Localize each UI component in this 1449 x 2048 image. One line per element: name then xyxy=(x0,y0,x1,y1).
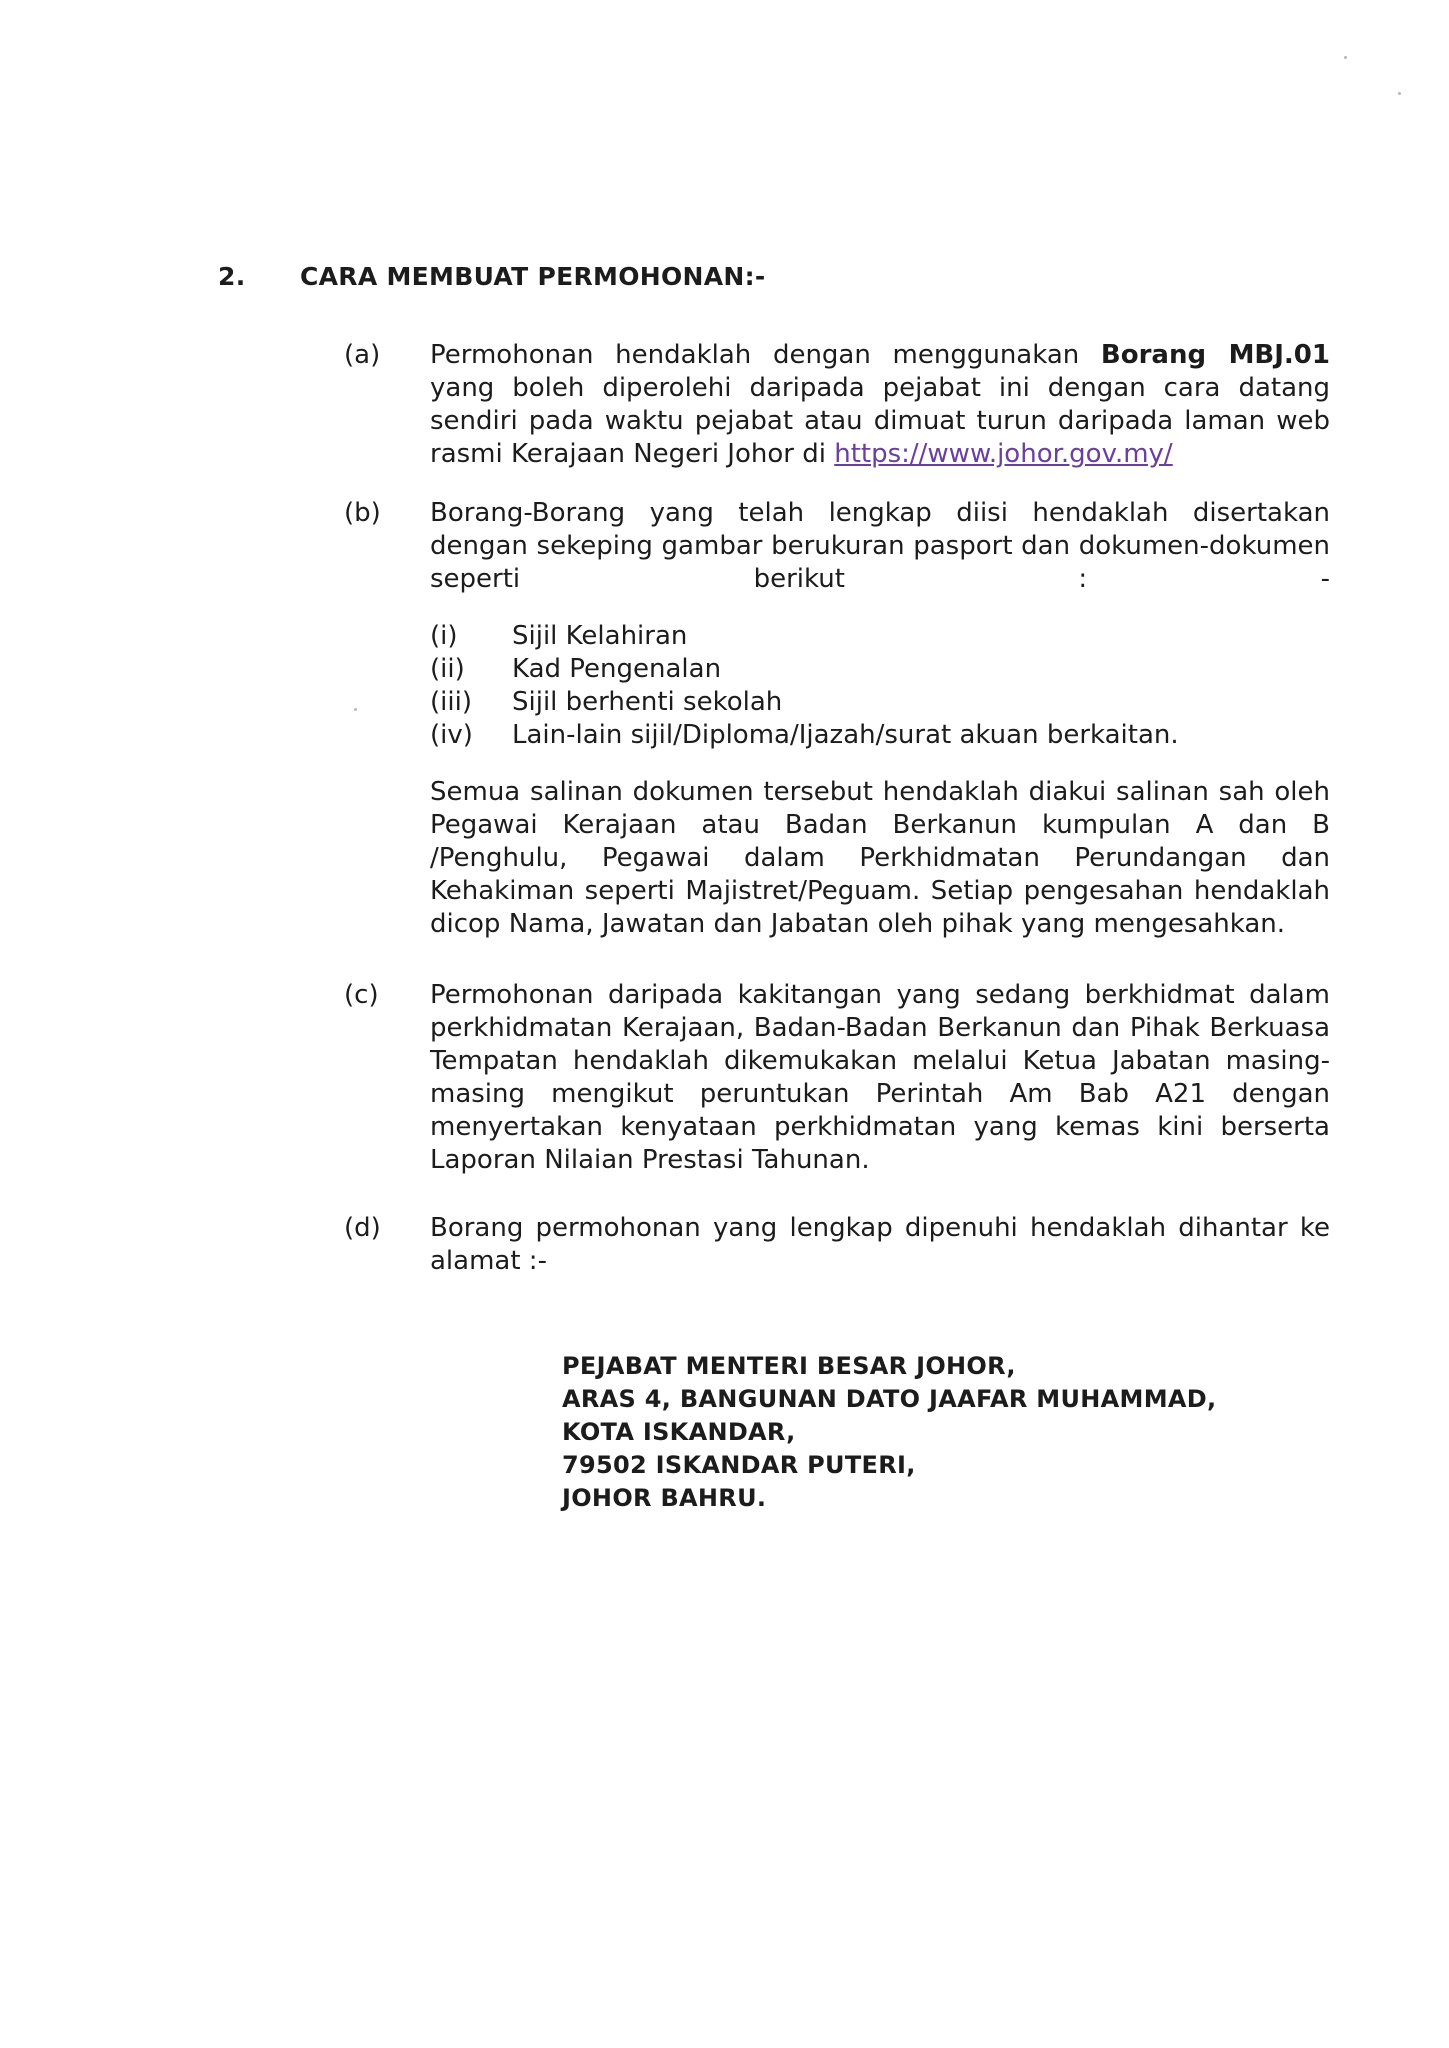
item-b-text: Borang-Borang yang telah lengkap diisi hendaklah disertakan dengan sekeping gambar berukuran pasport dan dokumen-dokumen seperti berikut : - xyxy=(430,498,1330,594)
item-c-label: (c) xyxy=(344,980,379,1010)
address-line: ARAS 4, BANGUNAN DATO JAAFAR MUHAMMAD, xyxy=(562,1385,1217,1413)
list-item: (iv) Lain-lain sijil/Diploma/Ijazah/surat akuan berkaitan. xyxy=(430,720,1179,750)
item-b-label: (b) xyxy=(344,498,381,528)
document-list xyxy=(430,620,1179,752)
list-item: (iii) Sijil berhenti sekolah xyxy=(430,687,783,717)
form-name: Borang MBJ.01 xyxy=(1100,340,1330,370)
address-line: KOTA ISKANDAR, xyxy=(562,1418,796,1446)
item-a-label: (a) xyxy=(344,340,381,370)
item-c-text: Permohonan daripada kakitangan yang sedang berkhidmat dalam perkhidmatan Kerajaan, Badan-Badan Berkanun dan Pihak Berkuasa Tempatan hendaklah dikemukakan melalui Ketua Jabatan masing-masing mengikut peruntukan Perintah Am Bab A21 dengan menyertakan kenyataan perkhidmatan yang kemas kini berserta Laporan Nilaian Prestasi Tahunan. xyxy=(430,980,1330,1175)
section-title: CARA MEMBUAT PERMOHONAN:- xyxy=(300,262,766,291)
list-item: (ii) Kad Pengenalan xyxy=(430,654,722,684)
scan-speck xyxy=(1398,92,1401,95)
item-d-text: Borang permohonan yang lengkap dipenuhi hendaklah dihantar ke alamat :- xyxy=(430,1213,1330,1276)
item-a-text: Permohonan hendaklah dengan menggunakan Borang MBJ.01 yang boleh diperolehi daripada pejabat ini dengan cara datang sendiri pada waktu pejabat atau dimuat turun daripada laman web rasmi Kerajaan Negeri Johor di https://www.johor.gov.my/ xyxy=(430,340,1330,469)
scan-speck xyxy=(354,708,357,711)
section-number: 2. xyxy=(218,262,246,291)
address-line: 79502 ISKANDAR PUTERI, xyxy=(562,1451,916,1479)
scan-speck xyxy=(1344,56,1347,59)
mailing-address xyxy=(562,1350,1216,1515)
address-line: JOHOR BAHRU. xyxy=(562,1484,767,1512)
list-item: (i) Sijil Kelahiran xyxy=(430,621,688,651)
website-link[interactable]: https://www.johor.gov.my/ xyxy=(834,439,1173,469)
address-line: PEJABAT MENTERI BESAR JOHOR, xyxy=(562,1352,1016,1380)
item-b-note: Semua salinan dokumen tersebut hendaklah diakui salinan sah oleh Pegawai Kerajaan atau Badan Berkanun kumpulan A dan B /Penghulu, Pegawai dalam Perkhidmatan Perundangan dan Kehakiman seperti Majistret/Peguam. Setiap pengesahan hendaklah dicop Nama, Jawatan dan Jabatan oleh pihak yang mengesahkan. xyxy=(430,777,1330,939)
section-heading xyxy=(218,262,766,291)
item-d-label: (d) xyxy=(344,1213,381,1243)
